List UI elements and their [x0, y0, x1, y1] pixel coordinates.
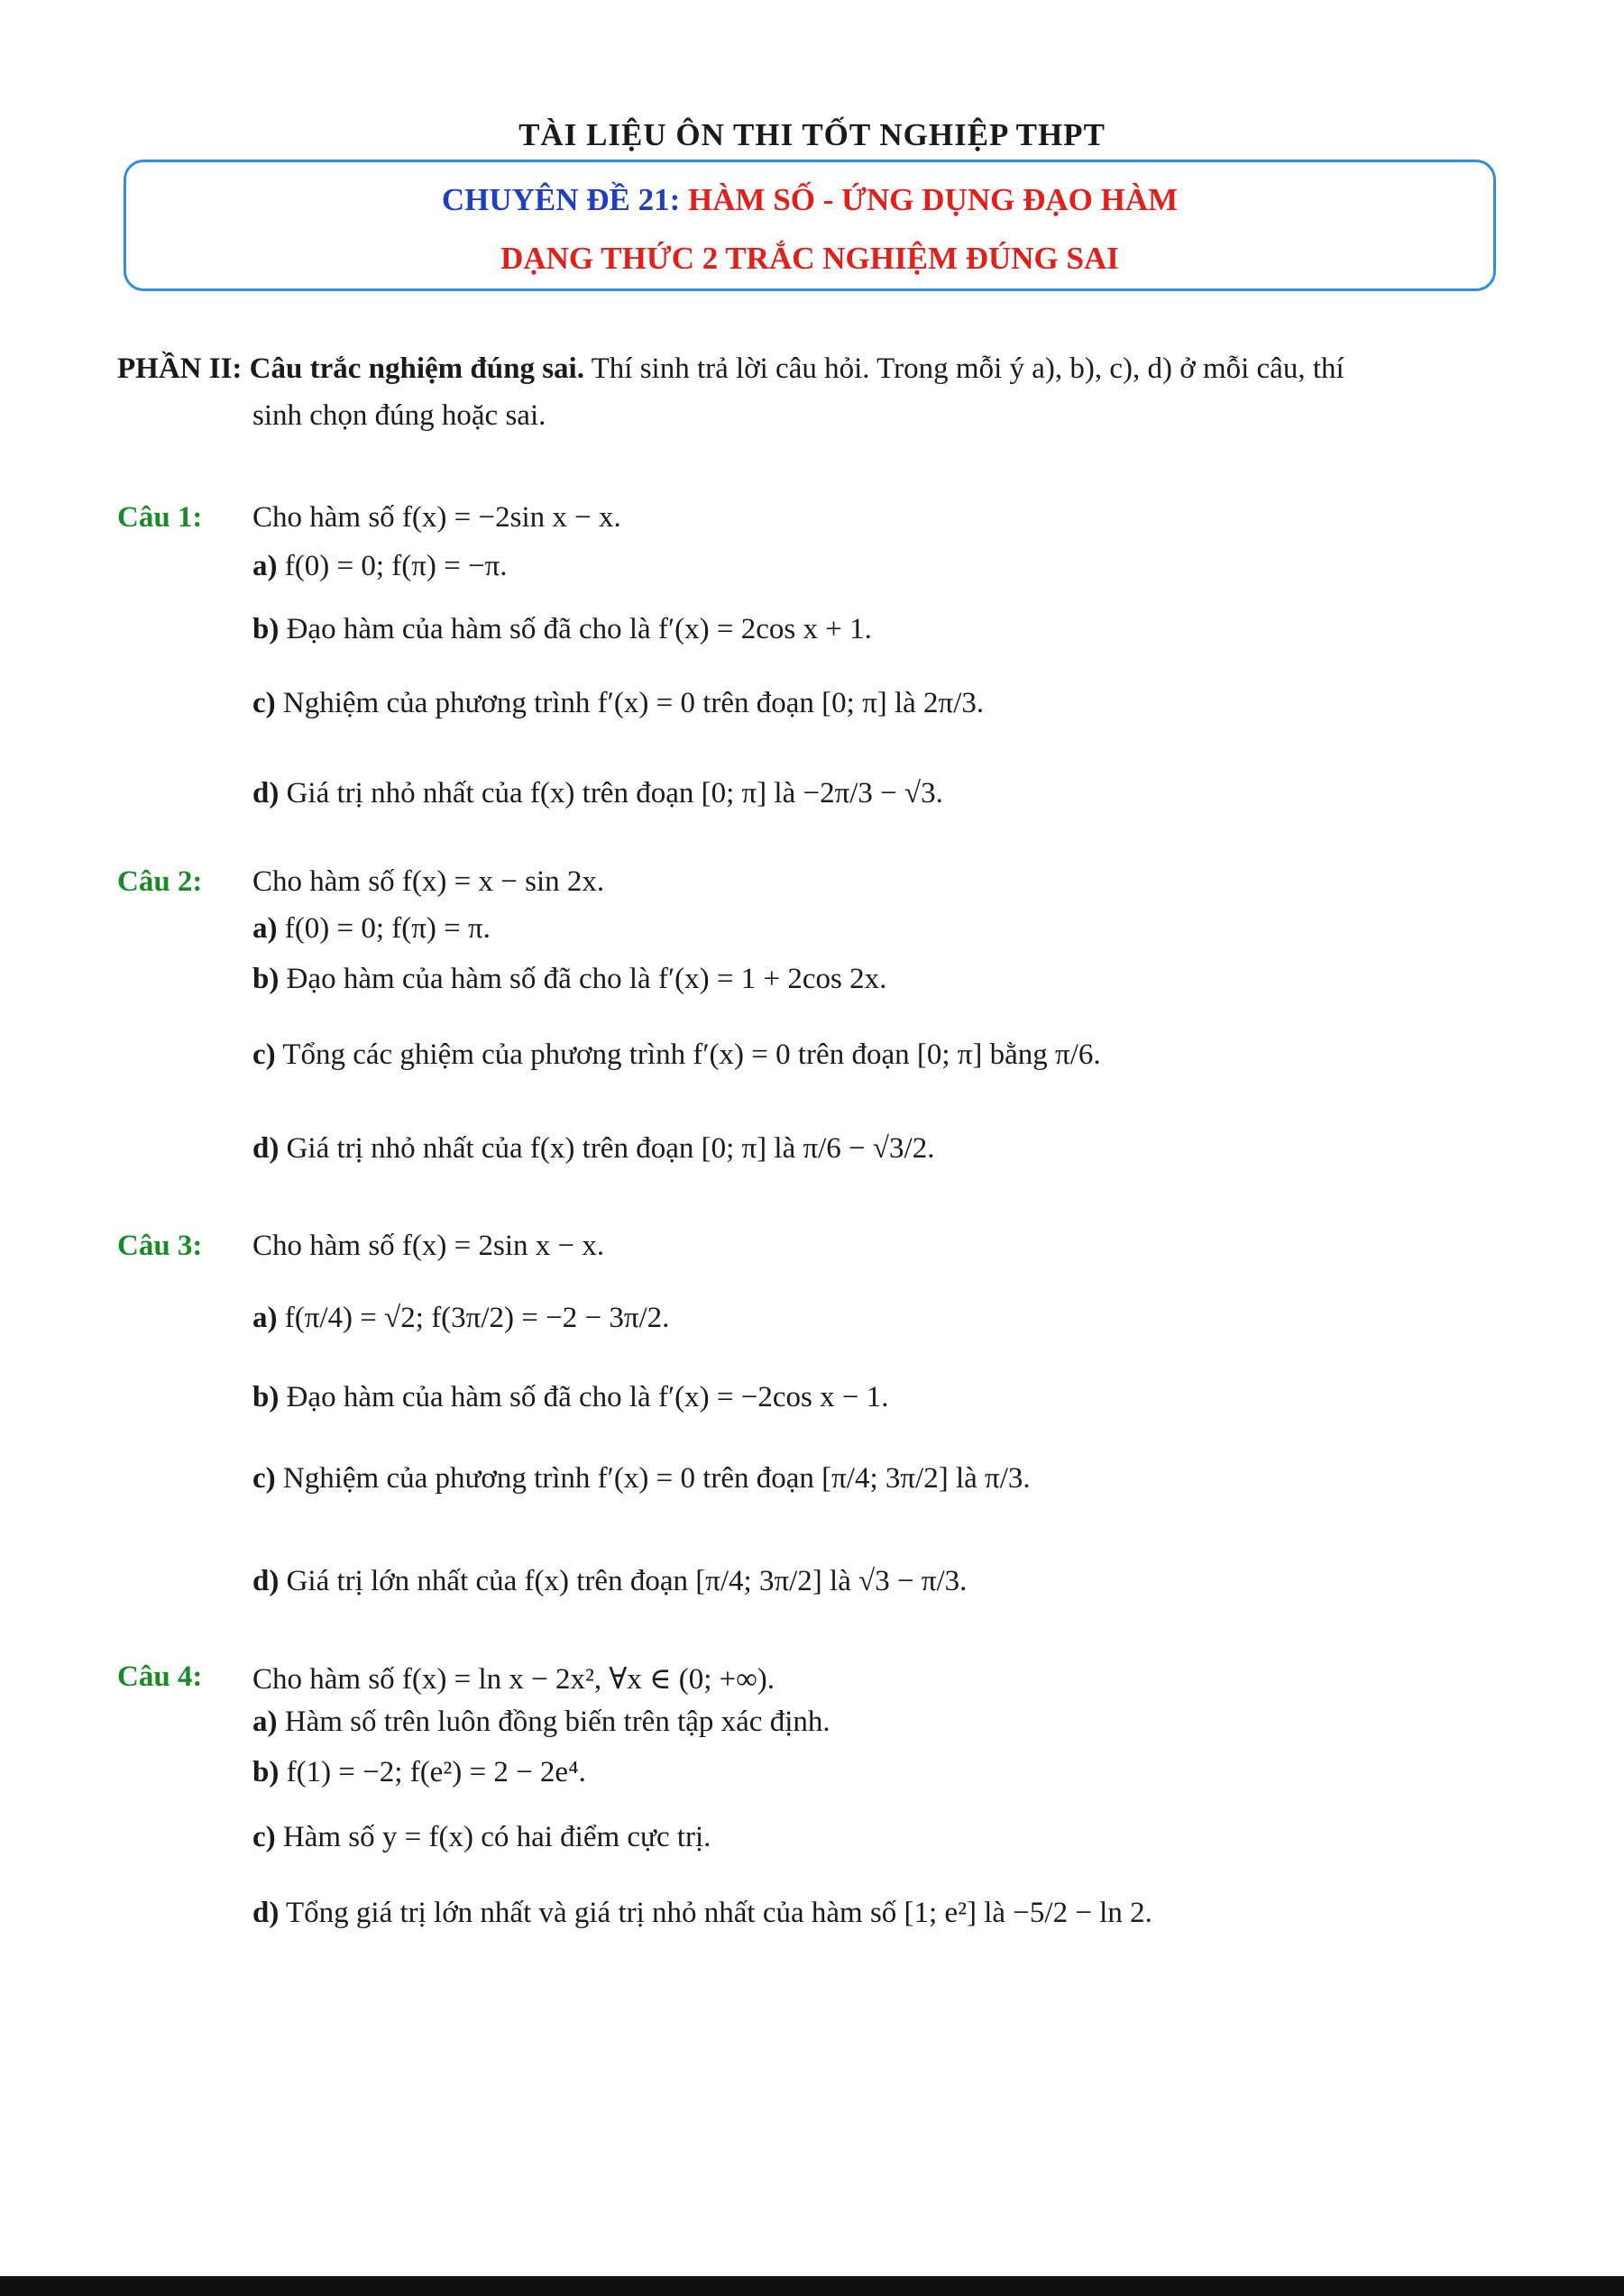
option-text: Giá trị nhỏ nhất của f(x) trên đoạn [0; π] là −2π/3 − √3. — [286, 777, 943, 810]
question-option — [252, 1302, 669, 1335]
option-letter: c) — [252, 1821, 276, 1853]
option-text: Đạo hàm của hàm số đã cho là f′(x) = 1 + 2cos 2x. — [286, 963, 887, 995]
option-letter: d) — [252, 1565, 280, 1597]
question-option — [252, 1132, 934, 1166]
option-text: Giá trị nhỏ nhất của f(x) trên đoạn [0; π] là π/6 − √3/2. — [286, 1132, 935, 1165]
option-letter: a) — [252, 912, 278, 945]
question-option — [252, 550, 508, 583]
section-intro — [117, 345, 1524, 439]
topic-prefix: CHUYÊN ĐỀ 21: — [441, 182, 681, 217]
question-option — [252, 1381, 888, 1414]
question-label: Câu 4: — [117, 1660, 203, 1693]
option-letter: b) — [252, 1756, 280, 1788]
section-instructions-cont: sinh chọn đúng hoặc sai. — [252, 399, 546, 432]
page-bottom-edge — [0, 2276, 1624, 2296]
option-letter: a) — [252, 1302, 278, 1334]
option-text: Tổng giá trị lớn nhất và giá trị nhỏ nhất của hàm số [1; e²] là −5/2 − ln 2. — [286, 1897, 1152, 1929]
option-text: Hàm số y = f(x) có hai điểm cực trị. — [282, 1821, 711, 1853]
option-text: Tổng các ghiệm của phương trình f′(x) = 0 trên đoạn [0; π] bằng π/6. — [282, 1038, 1101, 1071]
option-text: f(π/4) = √2; f(3π/2) = −2 − 3π/2. — [284, 1302, 670, 1334]
question-option — [252, 1462, 1031, 1496]
question-option — [252, 1756, 586, 1789]
question-option — [252, 1821, 711, 1854]
question-label: Câu 2: — [117, 865, 203, 898]
topic-heading — [126, 182, 1493, 218]
question-option — [252, 613, 872, 646]
option-letter: d) — [252, 1897, 280, 1929]
option-text: Nghiệm của phương trình f′(x) = 0 trên đoạn [π/4; 3π/2] là π/3. — [282, 1462, 1031, 1495]
question-option — [252, 1038, 1101, 1072]
option-text: Đạo hàm của hàm số đã cho là f′(x) = −2cos x − 1. — [286, 1381, 889, 1413]
question-option — [252, 912, 491, 946]
option-text: Hàm số trên luôn đồng biến trên tập xác định. — [284, 1706, 830, 1738]
option-text: f(0) = 0; f(π) = π. — [284, 912, 491, 945]
option-letter: a) — [252, 550, 278, 582]
topic-box — [124, 160, 1496, 291]
question-option — [252, 687, 984, 720]
question-stem: Cho hàm số f(x) = x − sin 2x. — [252, 865, 605, 898]
question-option — [252, 1706, 830, 1739]
option-text: Nghiệm của phương trình f′(x) = 0 trên đoạn [0; π] là 2π/3. — [282, 687, 985, 719]
question-label: Câu 3: — [117, 1230, 203, 1262]
question-stem: Cho hàm số f(x) = 2sin x − x. — [252, 1230, 605, 1262]
option-letter: c) — [252, 1462, 276, 1495]
section-lead: PHẦN II: Câu trắc nghiệm đúng sai. — [117, 352, 584, 385]
option-letter: d) — [252, 777, 280, 810]
option-letter: c) — [252, 687, 276, 719]
option-letter: d) — [252, 1132, 280, 1165]
option-text: f(1) = −2; f(e²) = 2 − 2e⁴. — [286, 1756, 586, 1788]
topic-title: HÀM SỐ - ỨNG DỤNG ĐẠO HÀM — [688, 182, 1179, 217]
question-option — [252, 1565, 967, 1598]
question-label: Câu 1: — [117, 501, 203, 534]
option-letter: b) — [252, 963, 280, 995]
section-instructions: Thí sinh trả lời câu hỏi. Trong mỗi ý a), b), c), d) ở mỗi câu, thí — [583, 352, 1344, 385]
option-text: Giá trị lớn nhất của f(x) trên đoạn [π/4; 3π/2] là √3 − π/3. — [286, 1565, 968, 1597]
question-option — [252, 963, 886, 996]
question-stem: Cho hàm số f(x) = −2sin x − x. — [252, 501, 621, 534]
topic-subtitle: DẠNG THỨC 2 TRẮC NGHIỆM ĐÚNG SAI — [500, 241, 1119, 276]
question-stem: Cho hàm số f(x) = ln x − 2x², ∀x ∈ (0; +∞). — [252, 1663, 775, 1696]
document-title: TÀI LIỆU ÔN THI TỐT NGHIỆP THPT — [518, 117, 1106, 152]
option-text: f(0) = 0; f(π) = −π. — [284, 550, 508, 582]
option-letter: c) — [252, 1038, 276, 1071]
option-letter: a) — [252, 1706, 278, 1738]
question-option — [252, 1897, 1152, 1930]
option-letter: b) — [252, 613, 280, 645]
option-text: Đạo hàm của hàm số đã cho là f′(x) = 2cos x + 1. — [286, 613, 872, 645]
option-letter: b) — [252, 1381, 280, 1413]
question-option — [252, 777, 943, 810]
